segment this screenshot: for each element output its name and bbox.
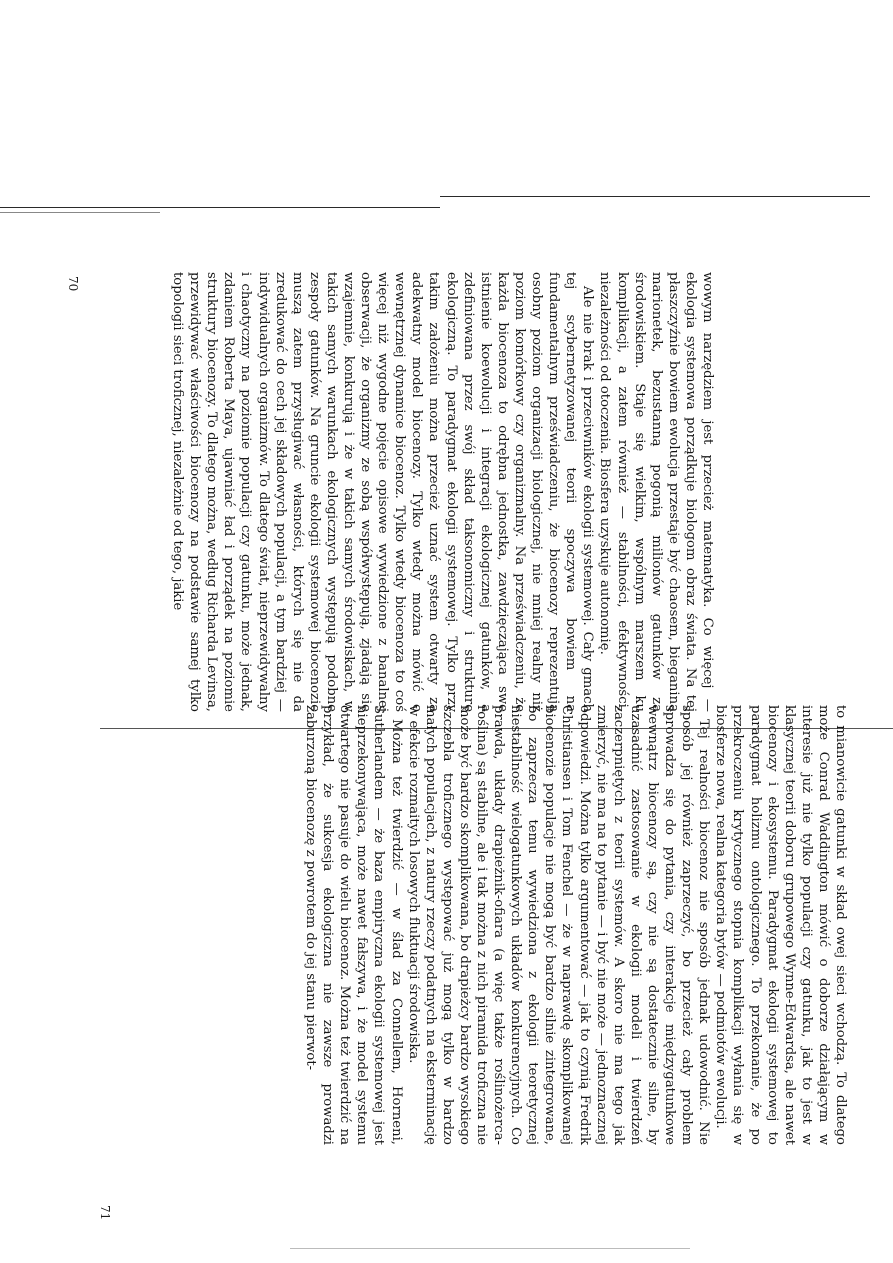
paragraph: wowym narzędziem jest przecież matematyka. Co więcej — ekologia systemowa porządkuje biologom obraz świata. Na tej płaszczyźnie bowiem ewolucja przestaje być chaosem, bieganiną marionetek, bezustanną pogonią milionów gatunków za środowiskiem. Staje się wielkim, wspólnym marszem ku komplikacji, a zatem również — stabilności, efektywności, niezależności od otoczenia. Biosfera uzyskuje autonomię. [597, 272, 715, 712]
page-number-left: 70 [66, 276, 80, 292]
paragraph: Tej realności biocenoz nie sposób jednak udowodnić. Nie sposób jej również zaprzeczyć, bo przecież cały problem sprowadza się do pytania, czy interakcje międzygatunkowe wewnątrz biocenozy są, czy nie są dostatecznie silne, by uzasadnić zastosowanie w ekologii modeli i twierdzeń zaczerpniętych z teorii systemów. A skoro nie ma tego jak zmierzyć, nie ma na to pytanie — i być nie może — jednoznacznej odpowiedzi. Można tylko argumentować — jak to czynią Fredrik Christiansen i Tom Fenchel — że w naprawdę skomplikowanej biocenozie populacje nie mogą być bardzo silnie zintegrowane, bo zaprzecza temu wywiedziona z ekologii teoretycznej niestabilność wielogatunkowych układów konkurencyjnych. Co prawda, układy drapieżnik-ofiara (a więc także roślinożerca-roślina) są stabilne, ale i tak można z nich piramida troficzna nie może być bardzo skomplikowana, bo drapieżcy bardzo wysokiego szczebla troficznego występować już mogą tylko w bardzo małych populacjach, z natury rzeczy podatnych na eksterminację w efekcie rozmaitych losowych fluktuacji środowiska. [405, 705, 712, 1145]
left-page-text [169, 272, 716, 712]
top-rule-left [0, 207, 440, 208]
top-rule-right [440, 196, 870, 197]
paragraph: Ale nie brak i przeciwników ekologii systemowej. Cały gmach tej scybernetyzowanej teorii spoczywa bowiem na fundamentalnym przeświadczeniu, że biocenozy reprezentują osobny poziom organizacji biologicznej, nie mniej realny niż poziom komórkowy czy organizmalny. Na przeświadczeniu, że każda biocenoza to odrębna jednostka, zawdzięczająca swe istnienie koewolucji i integracji ekologicznej gatunków, a zdefiniowana przez swój skład taksonomiczny i strukturę ekologiczną. To paradygmat ekologii systemowej. Tylko przy takim założeniu można przecież uznać system otwarty za adekwatny model biocenozy. Tylko wtedy można mówić o wewnętrznej dynamice biocenoz. Tylko wtedy biocenoza to coś więcej niż wygodne pojęcie opisowe wywiedzione z banalnej obserwacji, że organizmy ze sobą współwystępują, zjadają się wzajemnie, konkurują i że w takich samych środowiskach, w takich samych warunkach ekologicznych występują podobne zespoły gatunków. Na gruncie ekologii systemowej biocenozie muszą zatem przysługiwać własności, których się nie da zredukować do cech jej składowych populacji, a tym bardziej — indywidualnych organizmów. To dlatego świat, nieprzewidywalny i chaotyczny na poziomie populacji czy gatunku, może jednak, zdaniem Roberta Maya, ujawniać ład i porządek na poziomie struktury biocenozy. To dlatego można, według Richarda Levinsa, przewidywać właściwości biocenozy na podstawie samej tylko topologii sieci troficznej, niezależnie od tego, jakie [170, 272, 596, 712]
paragraph: Można też twierdzić — w ślad za Connellem, Horneni, Sutherlandem — że baza empiryczna ekologii systemowej jest nieprzekonywająca, może nawet fałszywa, i że model systemu otwartego nie pasuje do wielu biocenoz. Można też twierdzić na przykład, że sukcesja ekologiczna nie zawsze prowadzi zaburzoną biocenozę z powrotem do jej stanu pierwot- [303, 705, 404, 1145]
scan-noise [0, 212, 160, 213]
right-page-text [302, 705, 849, 1145]
paragraph: to mianowicie gatunki w skład owej sieci wchodzą. To dlatego może Conrad Waddington mówić o doborze działającym w interesie już nie tylko populacji czy gatunku, jak to jest w klasycznej teorii doboru grupowego Wynne-Edwardsa, ale nawet biocenozy i ekosystemu. Paradygmat ekologii systemowej to paradygmat holizmu ontologicznego. To przekonanie, że po przekroczeniu krytycznego stopnia komplikacji wyłania się w biosferze nowa, realna kategoria bytów — podmiotów ewolucji. [713, 705, 848, 1145]
page-number-right: 71 [98, 1205, 112, 1221]
scan-noise-bottom [290, 1248, 690, 1249]
